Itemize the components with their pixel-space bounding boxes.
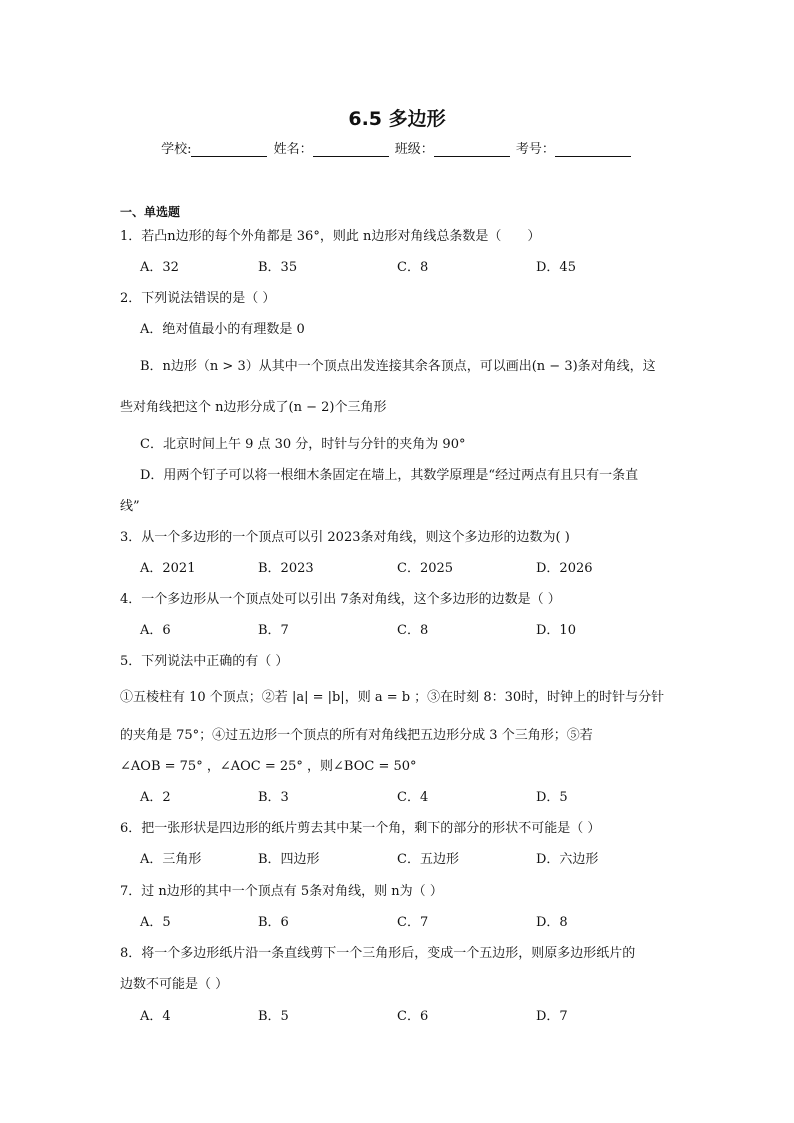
question-2-option-c: C．北京时间上午 9 点 30 分，时针与分针的夹角为 90° [140, 437, 466, 452]
option-c: C．8 [397, 623, 429, 638]
question-8-stem-cont: 边数不可能是（ ） [120, 977, 229, 992]
option-d: D．2026 [536, 561, 593, 576]
name-blank [313, 144, 389, 157]
question-5-line-2: 的夹角是 75°；④过五边形一个顶点的所有对角线把五边形分成 3 个三角形；⑤若 [120, 728, 593, 743]
name-label: 姓名： [273, 142, 313, 157]
question-2-option-b-cont: 些对角线把这个 n边形分成了(n − 2)个三角形 [120, 400, 387, 415]
school-label: 学校: [161, 142, 192, 157]
option-a: A．2021 [140, 561, 196, 576]
question-6-stem: 6．把一张形状是四边形的纸片剪去其中某一个角，剩下的部分的形状不可能是（ ） [120, 821, 601, 836]
option-d: D．7 [536, 1009, 568, 1024]
question-2-option-d-cont: 线” [120, 499, 140, 514]
class-blank [434, 144, 510, 157]
question-1-stem: 1．若凸n边形的每个外角都是 36°，则此 n边形对角线总条数是（ ） [120, 229, 541, 244]
option-b: B．7 [258, 623, 289, 638]
option-a: A．5 [140, 915, 171, 930]
option-c: C．五边形 [397, 852, 459, 867]
question-5-stem: 5．下列说法中正确的有（ ） [120, 654, 289, 669]
option-b: B．3 [258, 790, 289, 805]
question-8-stem: 8．将一个多边形纸片沿一条直线剪下一个三角形后，变成一个五边形，则原多边形纸片的 [120, 946, 636, 961]
option-d: D．45 [536, 260, 576, 275]
option-a: A．2 [140, 790, 171, 805]
option-a: A．32 [140, 260, 179, 275]
question-2-option-b: B．n边形（n > 3）从其中一个顶点出发连接其余各顶点，可以画出(n − 3)条对角线，这 [140, 359, 656, 374]
option-b: B．5 [258, 1009, 289, 1024]
option-a: A．6 [140, 623, 171, 638]
option-c: C．7 [397, 915, 429, 930]
question-5-line-1: ①五棱柱有 10 个顶点；②若 |a| = |b|，则 a = b ；③在时刻 8：30时，时钟上的时针与分针 [120, 690, 665, 705]
option-a: A．三角形 [140, 852, 202, 867]
student-info-line [0, 138, 794, 157]
question-2-option-a: A．绝对值最小的有理数是 0 [140, 322, 305, 337]
option-a: A．4 [140, 1009, 171, 1024]
question-7-stem: 7．过 n边形的其中一个顶点有 5条对角线，则 n为（ ） [120, 884, 443, 899]
option-d: D．10 [536, 623, 576, 638]
class-label: 班级： [394, 142, 434, 157]
option-d: D．5 [536, 790, 568, 805]
question-2-stem: 2．下列说法错误的是（ ） [120, 291, 276, 306]
question-5-line-3: ∠AOB = 75° ，∠AOC = 25° ，则∠BOC = 50° [120, 759, 417, 774]
question-3-stem: 3．从一个多边形的一个顶点可以引 2023条对角线，则这个多边形的边数为( ) [120, 530, 570, 545]
option-b: B．四边形 [258, 852, 320, 867]
question-4-stem: 4．一个多边形从一个顶点处可以引出 7条对角线，这个多边形的边数是（ ） [120, 592, 561, 607]
option-b: B．35 [258, 260, 298, 275]
option-b: B．6 [258, 915, 289, 930]
option-b: B．2023 [258, 561, 314, 576]
number-blank [555, 144, 631, 157]
number-label: 考号： [515, 142, 555, 157]
option-c: C．6 [397, 1009, 429, 1024]
page-title: 6.5 多边形 [348, 108, 446, 130]
school-blank [191, 144, 267, 157]
question-2-option-d: D．用两个钉子可以将一根细木条固定在墙上，其数学原理是“经过两点有且只有一条直 [140, 468, 639, 483]
option-c: C．8 [397, 260, 429, 275]
option-c: C．4 [397, 790, 429, 805]
section-heading: 一、单选题 [120, 205, 181, 219]
option-d: D．8 [536, 915, 568, 930]
option-d: D．六边形 [536, 852, 599, 867]
option-c: C．2025 [397, 561, 454, 576]
